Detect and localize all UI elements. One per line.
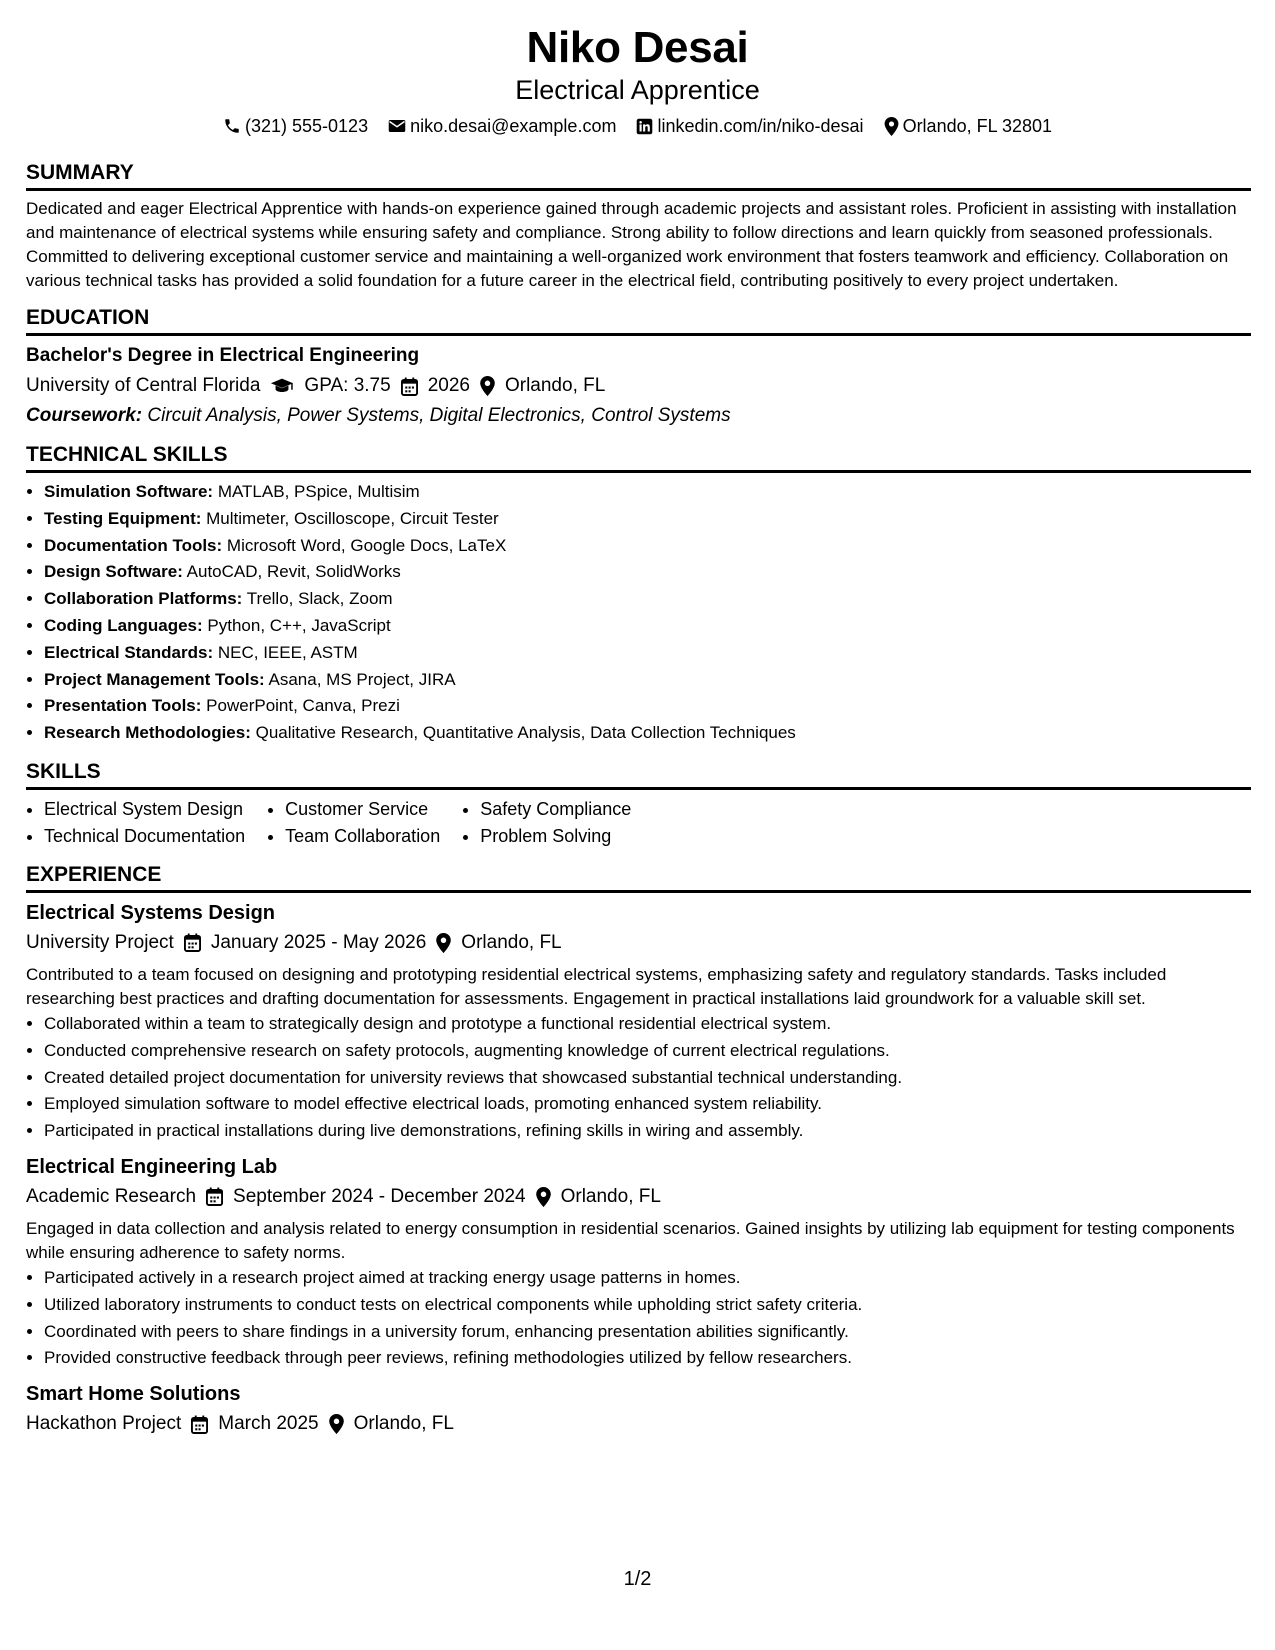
- list-item: • Utilized laboratory instruments to conduct tests on electrical components while upholding strict safety criteria.: [44, 1292, 1251, 1319]
- skills-grid: [26, 796, 1251, 850]
- summary-heading: SUMMARY: [26, 160, 1251, 191]
- skill-category: Simulation Software:: [44, 482, 214, 501]
- skill-values: Python, C++, JavaScript: [207, 615, 391, 635]
- coursework-line: [26, 402, 1251, 430]
- list-item: • Conducted comprehensive research on safety protocols, augmenting knowledge of current electrical regulations.: [44, 1038, 1251, 1065]
- list-item: [44, 640, 1251, 667]
- list-item: [44, 479, 1251, 506]
- list-item: • Problem Solving: [480, 823, 631, 850]
- skill-values: PowerPoint, Canva, Prezi: [206, 696, 400, 716]
- skill-category: Documentation Tools:: [44, 535, 223, 555]
- summary-text: Dedicated and eager Electrical Apprentice with hands-on experience gained through academic projects and assistant roles. Proficient in assisting with installation and maintenance of electrical systems while ensuring safety and compliance. Strong ability to follow directions and learn quickly from seasoned professionals. Committed to delivering exceptional customer service and maintaining a well-organized work environment that fosters teamwork and efficiency. Collaboration on various technical tasks has provided a solid foundation for a future career in the electrical field, contributing positively to every project undertaken.: [26, 199, 1237, 290]
- list-item: [44, 613, 1251, 640]
- coursework-label: Coursework:: [26, 405, 143, 426]
- skills-heading: SKILLS: [26, 759, 1251, 790]
- skill-category: Coding Languages:: [44, 615, 203, 635]
- map-pin-icon: [884, 117, 899, 136]
- skill-values: Asana, MS Project, JIRA: [268, 669, 456, 689]
- skill-values: Multimeter, Oscilloscope, Circuit Tester: [206, 508, 499, 528]
- education-section: [26, 305, 1251, 430]
- list-item: • Participated actively in a research project aimed at tracking energy usage patterns in homes.: [44, 1265, 1251, 1292]
- list-item: • Collaborated within a team to strategically design and prototype a functional residential electrical system.: [44, 1011, 1251, 1038]
- experience-section: [26, 862, 1251, 1438]
- job-org: University Project: [26, 931, 174, 953]
- calendar-icon: [184, 933, 201, 952]
- list-item: • Electrical System Design: [44, 796, 245, 823]
- calendar-icon: [191, 1415, 208, 1434]
- map-pin-icon: [480, 376, 495, 396]
- resume-header: [0, 0, 1275, 138]
- list-item: • Coordinated with peers to share findings in a university forum, enhancing presentation abilities significantly.: [44, 1319, 1251, 1346]
- list-item: [44, 693, 1251, 720]
- contact-email[interactable]: [388, 114, 616, 138]
- job-meta: [26, 1410, 1251, 1438]
- list-item: [44, 559, 1251, 586]
- job-meta: [26, 929, 1251, 957]
- skill-values: AutoCAD, Revit, SolidWorks: [186, 562, 401, 582]
- list-item: [44, 720, 1251, 747]
- job-description: Engaged in data collection and analysis related to energy consumption in residential scenarios. Gained insights by utilizing lab equipment for testing components while ensuring adherence to safety norms.: [26, 1218, 1235, 1262]
- job-description: Contributed to a team focused on designing and prototyping residential electrical systems, emphasizing safety and regulatory standards. Tasks included researching best practices and drafting documentation for assessments. Engagement in practical installations laid groundwork for a valuable skill set.: [26, 964, 1167, 1008]
- linkedin-icon: [636, 118, 653, 135]
- technical-skills-section: [26, 442, 1251, 747]
- school-name: University of Central Florida: [26, 375, 261, 396]
- skill-category: Testing Equipment:: [44, 508, 202, 528]
- experience-entry: [26, 1153, 1251, 1372]
- contact-location-text: Orlando, FL 32801: [902, 116, 1052, 136]
- skill-values: Microsoft Word, Google Docs, LaTeX: [226, 535, 507, 555]
- skill-category: Design Software:: [44, 562, 183, 582]
- calendar-icon: [401, 377, 418, 396]
- experience-entry: [26, 899, 1251, 1145]
- skill-values: Qualitative Research, Quantitative Analysis, Data Collection Techniques: [255, 723, 796, 743]
- skills-column: [462, 796, 631, 850]
- technical-skills-heading: TECHNICAL SKILLS: [26, 442, 1251, 473]
- map-pin-icon: [436, 933, 451, 953]
- list-item: [44, 506, 1251, 533]
- job-location: Orlando, FL: [353, 1413, 454, 1435]
- job-title: Smart Home Solutions: [26, 1383, 241, 1406]
- list-item: • Technical Documentation: [44, 823, 245, 850]
- envelope-icon: [388, 118, 406, 134]
- contact-location: [884, 114, 1052, 138]
- list-item: • Team Collaboration: [285, 823, 440, 850]
- candidate-title: Electrical Apprentice: [515, 75, 760, 105]
- list-item: • Safety Compliance: [480, 796, 631, 823]
- list-item: • Participated in practical installations during live demonstrations, refining skills in wiring and assembly.: [44, 1118, 1251, 1145]
- job-bullets: [26, 1011, 1251, 1145]
- degree-title: Bachelor's Degree in Electrical Engineering: [26, 345, 420, 366]
- list-item: • Created detailed project documentation for university reviews that showcased substantial technical understanding.: [44, 1065, 1251, 1092]
- contact-bar: [0, 114, 1275, 138]
- gpa-value: GPA: 3.75: [304, 375, 391, 396]
- list-item: • Customer Service: [285, 796, 440, 823]
- skills-column: [267, 796, 440, 850]
- job-org: Academic Research: [26, 1185, 197, 1207]
- map-pin-icon: [536, 1187, 551, 1207]
- job-title: Electrical Systems Design: [26, 901, 276, 924]
- job-location: Orlando, FL: [461, 931, 562, 953]
- job-title: Electrical Engineering Lab: [26, 1155, 278, 1178]
- skill-category: Electrical Standards:: [44, 642, 214, 662]
- job-bullets: [26, 1265, 1251, 1372]
- phone-icon: [223, 117, 241, 135]
- calendar-icon: [206, 1187, 223, 1206]
- summary-section: [26, 160, 1251, 293]
- contact-linkedin-text: linkedin.com/in/niko-desai: [657, 116, 864, 136]
- skill-values: Trello, Slack, Zoom: [246, 589, 393, 609]
- skill-category: Research Methodologies:: [44, 723, 251, 743]
- education-meta: [26, 372, 1251, 400]
- candidate-name: Niko Desai: [526, 23, 749, 72]
- job-dates: September 2024 - December 2024: [233, 1185, 526, 1207]
- graduation-year: 2026: [427, 375, 470, 396]
- experience-entry: [26, 1380, 1251, 1438]
- map-pin-icon: [329, 1414, 344, 1434]
- contact-email-text: niko.desai@example.com: [410, 116, 617, 136]
- contact-phone-text: (321) 555-0123: [244, 116, 369, 136]
- skill-category: Collaboration Platforms:: [44, 589, 243, 609]
- skill-category: Project Management Tools:: [44, 669, 265, 689]
- experience-heading: EXPERIENCE: [26, 862, 1251, 893]
- list-item: • Provided constructive feedback through peer reviews, refining methodologies utilized by fellow researchers.: [44, 1345, 1251, 1372]
- skill-values: NEC, IEEE, ASTM: [217, 642, 358, 662]
- job-org: Hackathon Project: [26, 1413, 182, 1435]
- skill-category: Presentation Tools:: [44, 696, 202, 716]
- contact-linkedin[interactable]: [636, 114, 863, 138]
- contact-phone[interactable]: [223, 114, 368, 138]
- job-meta: [26, 1183, 1251, 1211]
- job-dates: March 2025: [218, 1413, 319, 1435]
- page-number: 1/2: [623, 1568, 652, 1590]
- graduation-cap-icon: [270, 377, 294, 395]
- education-location: Orlando, FL: [504, 375, 606, 396]
- list-item: • Employed simulation software to model effective electrical loads, promoting enhanced system reliability.: [44, 1091, 1251, 1118]
- technical-skills-list: [26, 479, 1251, 747]
- coursework-list: Circuit Analysis, Power Systems, Digital Electronics, Control Systems: [147, 405, 731, 426]
- resume-body: [26, 160, 1251, 1438]
- job-location: Orlando, FL: [560, 1185, 661, 1207]
- education-heading: EDUCATION: [26, 305, 1251, 336]
- skills-column: [26, 796, 245, 850]
- skill-values: MATLAB, PSpice, Multisim: [217, 482, 420, 501]
- list-item: [44, 586, 1251, 613]
- job-dates: January 2025 - May 2026: [210, 931, 427, 953]
- skills-section: [26, 759, 1251, 850]
- list-item: [44, 533, 1251, 560]
- list-item: [44, 667, 1251, 694]
